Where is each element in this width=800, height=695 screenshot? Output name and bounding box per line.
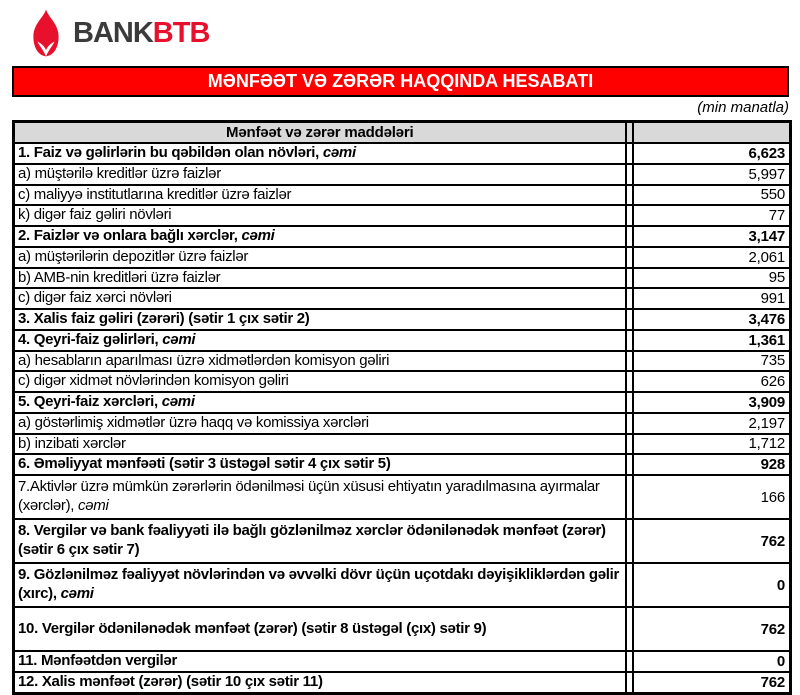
row-value: 991 xyxy=(633,288,791,309)
row-label: a) müştərilə kreditlər üzrə faizlər xyxy=(14,164,626,185)
row-label: 5. Qeyri-faiz xərcləri, cəmi xyxy=(14,392,626,413)
row-value: 928 xyxy=(633,454,791,475)
row-value: 550 xyxy=(633,185,791,206)
row-label: a) hesabların aparılması üzrə xidmətlərdən komisyon gəliri xyxy=(14,351,626,372)
table-row xyxy=(14,288,791,309)
column-spacer xyxy=(626,607,633,651)
report-title: MƏNFƏƏT VƏ ZƏRƏR HAQQINDA HESABATI xyxy=(207,71,594,91)
row-value: 166 xyxy=(633,475,791,519)
table-row xyxy=(14,392,791,413)
row-value: 2,197 xyxy=(633,413,791,434)
column-spacer xyxy=(626,563,633,607)
column-spacer xyxy=(626,330,633,351)
table-row xyxy=(14,226,791,247)
row-value: 6,623 xyxy=(633,143,791,164)
row-label: 4. Qeyri-faiz gəlirləri, cəmi xyxy=(14,330,626,351)
row-value: 762 xyxy=(633,672,791,693)
table-header-row xyxy=(14,122,791,144)
row-label: 3. Xalis faiz gəliri (zərəri) (sətir 1 çıx sətir 2) xyxy=(14,309,626,330)
table-row xyxy=(14,205,791,226)
table-row xyxy=(14,247,791,268)
column-spacer xyxy=(626,371,633,392)
unit-note: (min manatla) xyxy=(697,99,789,116)
row-value: 3,476 xyxy=(633,309,791,330)
profit-loss-table xyxy=(12,120,792,695)
row-label: b) AMB-nin kreditləri üzrə faizlər xyxy=(14,268,626,289)
column-spacer xyxy=(626,434,633,455)
table-row xyxy=(14,434,791,455)
column-spacer xyxy=(626,288,633,309)
row-label: 10. Vergilər ödənilənədək mənfəət (zərər) (sətir 8 üstəgəl (çıx) sətir 9) xyxy=(14,607,626,651)
row-label: 8. Vergilər və bank fəaliyyəti ilə bağlı gözlənilməz xərclər ödənilənədək mənfəət (zərər) (sətir 6 çıx sətir 7) xyxy=(14,519,626,563)
row-label: 6. Əməliyyat mənfəəti (sətir 3 üstəgəl sətir 4 çıx sətir 5) xyxy=(14,454,626,475)
row-label: 1. Faiz və gəlirlərin bu qəbildən olan növləri, cəmi xyxy=(14,143,626,164)
row-label: a) müştərilərin depozitlər üzrə faizlər xyxy=(14,247,626,268)
row-label-italic-suffix: cəmi xyxy=(60,585,94,602)
column-spacer xyxy=(626,205,633,226)
logo-btb-text: BTB xyxy=(152,16,210,49)
table-row xyxy=(14,672,791,693)
column-spacer xyxy=(626,519,633,563)
row-label: c) maliyyə institutlarına kreditlər üzrə faizlər xyxy=(14,185,626,206)
row-value: 1,361 xyxy=(633,330,791,351)
column-spacer xyxy=(626,309,633,330)
column-spacer xyxy=(626,164,633,185)
table-row xyxy=(14,143,791,164)
column-spacer xyxy=(626,247,633,268)
row-value: 762 xyxy=(633,607,791,651)
row-value: 626 xyxy=(633,371,791,392)
report-title-banner xyxy=(12,66,789,97)
table-row xyxy=(14,371,791,392)
column-spacer xyxy=(626,454,633,475)
table-row xyxy=(14,454,791,475)
bank-btb-logo xyxy=(28,8,209,58)
row-label-italic-suffix: cəmi xyxy=(162,330,196,348)
column-spacer xyxy=(626,651,633,672)
row-value: 0 xyxy=(633,651,791,672)
table-row xyxy=(14,563,791,607)
logo-bank-text: BANK xyxy=(73,16,153,49)
table-header-spacer xyxy=(626,122,633,144)
row-value: 0 xyxy=(633,563,791,607)
column-spacer xyxy=(626,672,633,693)
column-spacer xyxy=(626,143,633,164)
row-value: 3,909 xyxy=(633,392,791,413)
row-value: 5,997 xyxy=(633,164,791,185)
table-row xyxy=(14,519,791,563)
column-spacer xyxy=(626,185,633,206)
row-value: 2,061 xyxy=(633,247,791,268)
row-label: 9. Gözlənilməz fəaliyyət növlərindən və əvvəlki dövr üçün uçotdakı dəyişikliklərdən gəlir (xırc), cəmi xyxy=(14,563,626,607)
row-value: 77 xyxy=(633,205,791,226)
row-label: k) digər faiz gəliri növləri xyxy=(14,205,626,226)
table-row xyxy=(14,607,791,651)
column-spacer xyxy=(626,226,633,247)
table-row xyxy=(14,351,791,372)
row-label: 11. Mənfəətdən vergilər xyxy=(14,651,626,672)
table-row xyxy=(14,651,791,672)
row-value: 1,712 xyxy=(633,434,791,455)
row-label-italic-suffix: cəmi xyxy=(78,497,109,514)
table-header-label: Mənfəət və zərər maddələri xyxy=(14,122,626,144)
table-header-value xyxy=(633,122,791,144)
row-value: 95 xyxy=(633,268,791,289)
table-row xyxy=(14,185,791,206)
column-spacer xyxy=(626,392,633,413)
row-label: b) inzibati xərclər xyxy=(14,434,626,455)
row-label-italic-suffix: cəmi xyxy=(322,144,356,161)
table-row xyxy=(14,475,791,519)
column-spacer xyxy=(626,268,633,289)
column-spacer xyxy=(626,475,633,519)
row-label: a) göstərlimiş xidmətlər üzrə haqq və komissiya xərcləri xyxy=(14,413,626,434)
table-row xyxy=(14,309,791,330)
row-label-italic-suffix: cəmi xyxy=(161,393,195,410)
row-label-italic-suffix: cəmi xyxy=(241,227,275,244)
row-label: 2. Faizlər və onlara bağlı xərclər, cəmi xyxy=(14,226,626,247)
table-row xyxy=(14,330,791,351)
row-value: 735 xyxy=(633,351,791,372)
column-spacer xyxy=(626,413,633,434)
logo-wordmark xyxy=(73,17,209,50)
row-label: c) digər xidmət növlərindən komisyon gəliri xyxy=(14,371,626,392)
row-value: 762 xyxy=(633,519,791,563)
row-value: 3,147 xyxy=(633,226,791,247)
table-row xyxy=(14,268,791,289)
table-row xyxy=(14,164,791,185)
report-table-body xyxy=(14,143,791,693)
row-label: 7.Aktivlər üzrə mümkün zərərlərin ödənilməsi üçün xüsusi ehtiyatın yaradılmasına ayırmalar (xərclər), cəmi xyxy=(14,475,626,519)
flame-icon xyxy=(28,8,64,58)
table-row xyxy=(14,413,791,434)
row-label: 12. Xalis mənfəət (zərər) (sətir 10 çıx sətir 11) xyxy=(14,672,626,693)
row-label: c) digər faiz xərci növləri xyxy=(14,288,626,309)
column-spacer xyxy=(626,351,633,372)
